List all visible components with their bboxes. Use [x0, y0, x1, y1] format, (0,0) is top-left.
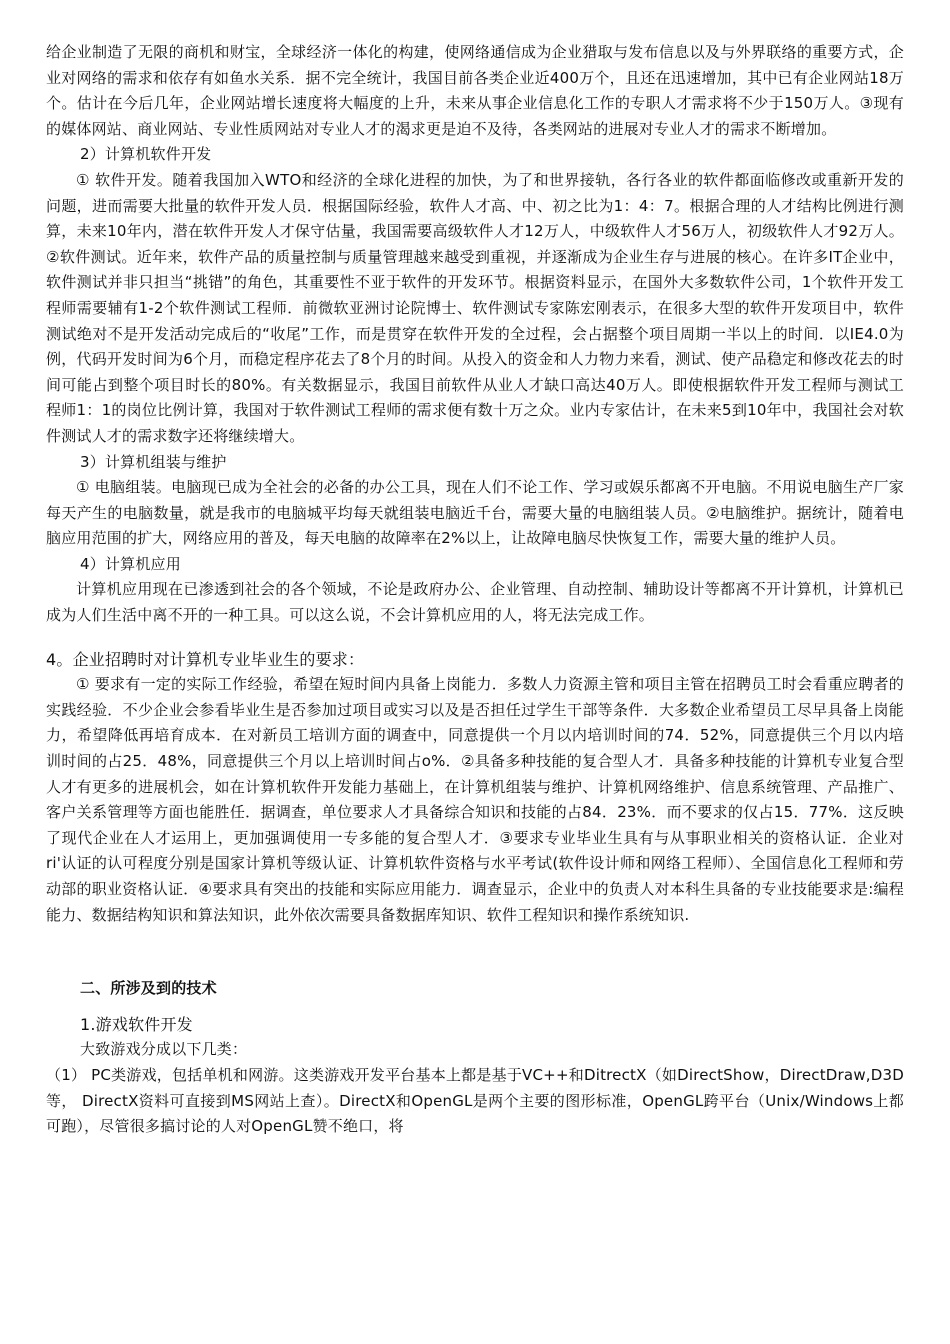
intro-paragraph: 给企业制造了无限的商机和财宝，全球经济一体化的构建，使网络通信成为企业猎取与发布信息以及与外界联络的重要方式，企业对网络的需求和依存有如鱼水关系．据不完全统计，我国目前各类企业近400万个，且还在迅速增加，其中已有企业网站18万个。估计在今后几年，企业网站增长速度将大幅度的上升，未来从事企业信息化工作的专职人才需求将不少于150万人。③现有的媒体网站、商业网站、专业性质网站对专业人才的渴求更是迫不及待，各类网站的进展对专业人才的需求不断增加。	[46, 43, 904, 138]
subsection-computer-application	[46, 552, 904, 629]
subsection-body: ① 软件开发。随着我国加入WTO和经济的全球化进程的加快，为了和世界接轨，各行各业的软件都面临修改或重新开发的问题，进而需要大批量的软件开发人员．根据国际经验，软件人才高、中、初之比为1：4：7。根据合理的人才结构比例进行测算，未来10年内，潜在软件开发人才保守估量，我国需要高级软件人才12万人，中级软件人才56万人，初级软件人才92万人。②软件测试。近年来，软件产品的质量控制与质量管理越来越受到重视，并逐渐成为企业生存与进展的核心。在许多IT企业中，软件测试并非只担当“挑错”的角色，其重要性不亚于软件的开发环节。根据资料显示，在国外大多数软件公司，1个软件开发工程师需要辅有1-2个软件测试工程师．前微软亚洲讨论院博士、软件测试专家陈宏刚表示，在很多大型的软件开发项目中，软件测试绝对不是开发活动完成后的“收尾”工作，而是贯穿在软件开发的全过程，会占据整个项目周期一半以上的时间．以IE4.0为例，代码开发时间为6个月，而稳定程序花去了8个月的时间。从投入的资金和人力物力来看，测试、使产品稳定和修改花去的时间可能占到整个项目时长的80%。有关数据显示，我国目前软件从业人才缺口高达40万人。即使根据软件开发工程师与测试工程师1：1的岗位比例计算，我国对于软件测试工程师的需求便有数十万之众。业内专家估计，在未来5到10年中，我国社会对软件测试人才的需求数字还将继续增大。	[46, 170, 904, 445]
tech-item-title: 1.游戏软件开发	[80, 1014, 193, 1034]
subsection-body: ① 电脑组装。电脑现已成为全社会的必备的办公工具，现在人们不论工作、学习或娱乐都离不开电脑。不用说电脑生产厂家每天产生的电脑数量，就是我市的电脑城平均每天就组装电脑近千台，需要大量的电脑组装人员。②电脑维护。据统计，随着电脑应用范围的扩大，网络应用的普及，每天电脑的故障率在2%以上，让故障电脑尽快恢复工作，需要大量的维护人员。	[46, 478, 904, 548]
subsection-body: 计算机应用现在已渗透到社会的各个领域，不论是政府办公、企业管理、自动控制、辅助设计等都离不开计算机，计算机已成为人们生活中离不开的一种工具。可以这么说，不会计算机应用的人，将无法完成工作。	[46, 580, 904, 625]
tech-item-paragraph: （1） PC类游戏，包括单机和网游。这类游戏开发平台基本上都是基于VC++和DitrectX（如DirectShow，DirectDraw,D3D等， DirectX资料可直接到MS网站上查）。DirectX和OpenGL是两个主要的图形标准，OpenGL跨平台（Unix/Windows上都可跑），尽管很多搞讨论的人对OpenGL赞不绝口，将	[46, 1065, 904, 1136]
section-body: ① 要求有一定的实际工作经验，希望在短时间内具备上岗能力．多数人力资源主管和项目主管在招聘员工时会看重应聘者的实践经验．不少企业会参看毕业生是否参加过项目或实习以及是否担任过学生干部等条件．大多数企业希望员工尽早具备上岗能力，希望降低再培育成本．在对新员工培训方面的调查中，同意提供一个月以内培训时间的74．52%，同意提供三个月以内培训时间的占25．48%，同意提供三个月以上培训时间占o%．②具备多种技能的复合型人才．具备多种技能的计算机专业复合型人才有更多的进展机会，如在计算机软件开发能力基础上，在计算机组装与维护、计算机网络维护、信息系统管理、产品推广、客户关系管理等方面也能胜任．据调查，单位要求人才具备综合知识和技能的占84．23%．而不要求的仅占15．77%．这反映了现代企业在人才运用上，更加强调使用一专多能的复合型人才．③要求专业毕业生具有与从事职业相关的资格认证．企业对ri'认证的认可程度分别是国家计算机等级认证、计算机软件资格与水平考试(软件设计师和网络工程师）、全国信息化工程师和劳动部的职业资格认证．④要求具有突出的技能和实际应用能力．调查显示，企业中的负责人对本科生具备的专业技能要求是:编程能力、数据结构知识和算法知识，此外依次需要具备数据库知识、软件工程知识和操作系统知识.	[46, 675, 904, 924]
chapter-technologies	[46, 976, 904, 1140]
subsection-heading: 3）计算机组装与维护	[80, 452, 227, 471]
subsection-assembly-maintenance	[46, 450, 904, 552]
chapter-heading: 二、所涉及到的技术	[80, 979, 217, 998]
subsection-heading: 4）计算机应用	[80, 554, 181, 573]
section-heading: 4。企业招聘时对计算机专业毕业生的要求：	[46, 649, 365, 669]
subsection-heading: 2）计算机软件开发	[80, 145, 212, 164]
subsection-software-dev	[46, 142, 904, 449]
section-recruitment-requirements	[46, 647, 904, 929]
tech-item-intro: 大致游戏分成以下几类：	[80, 1040, 248, 1059]
